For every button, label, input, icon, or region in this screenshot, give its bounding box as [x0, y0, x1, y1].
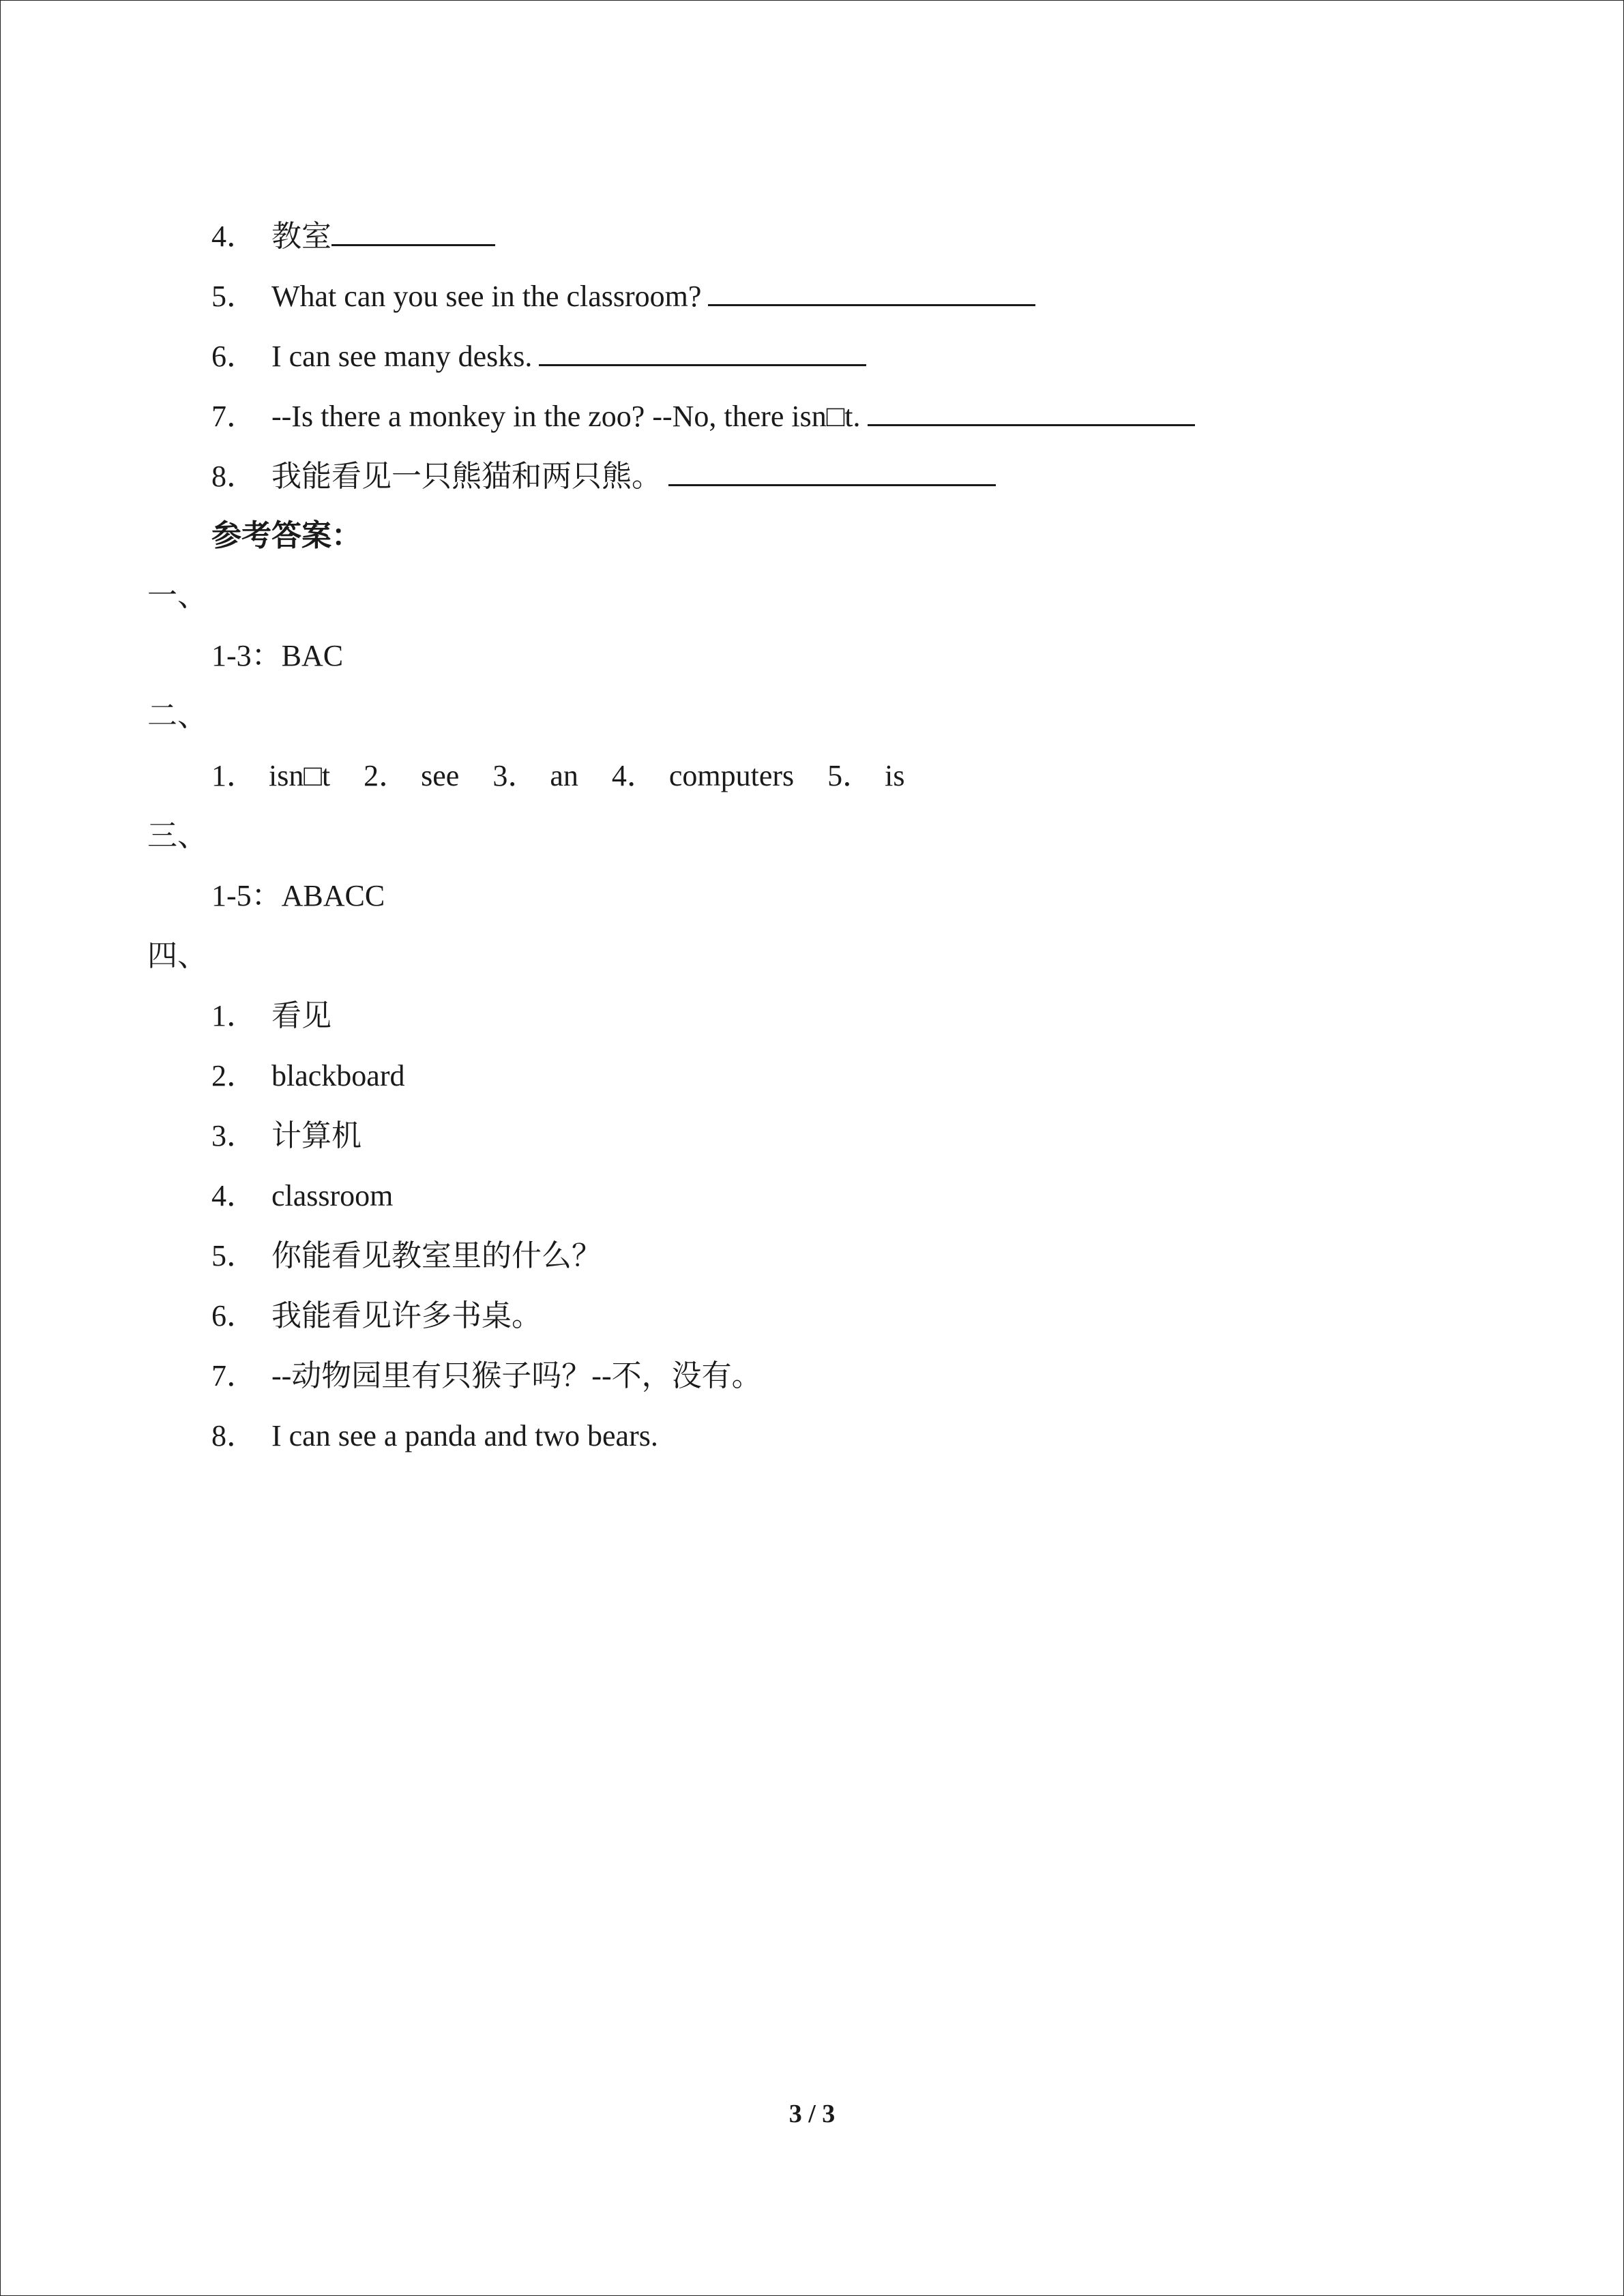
list-item: 1． isn□t: [211, 759, 331, 792]
answer-blank[interactable]: [708, 277, 1035, 306]
section-4-answer-7: 7． --动物园里有只猴子吗？--不，没有。: [211, 1359, 762, 1392]
list-item: 5． is: [827, 759, 905, 792]
section-label-2: 二、: [147, 699, 207, 732]
section-3-answer: 1-5：ABACC: [211, 879, 385, 912]
list-item: 2． see: [364, 759, 460, 792]
section-label-3: 三、: [147, 819, 207, 852]
section-label-1: 一、: [147, 579, 207, 612]
list-item: 4． computers: [611, 759, 795, 792]
section-4-answer-3: 3． 计算机: [211, 1119, 361, 1152]
section-1-answer: 1-3：BAC: [211, 639, 344, 672]
question-5: 5． What can you see in the classroom?: [211, 277, 1035, 316]
question-4: 4． 教室: [211, 217, 495, 256]
section-4-answer-8: 8． I can see a panda and two bears.: [211, 1419, 658, 1452]
section-4-answer-6: 6． 我能看见许多书桌。: [211, 1299, 542, 1332]
answer-blank[interactable]: [868, 397, 1195, 426]
answer-blank[interactable]: [668, 457, 996, 486]
section-4-answer-1: 1． 看见: [211, 999, 331, 1032]
answers-heading: 参考答案：: [211, 519, 361, 552]
question-7: 7． --Is there a monkey in the zoo? --No, there isn□t.: [211, 397, 1195, 436]
section-4-answer-4: 4． classroom: [211, 1179, 394, 1212]
list-item: 3． an: [492, 759, 578, 792]
section-4-answer-5: 5． 你能看见教室里的什么？: [211, 1239, 602, 1272]
section-4-answer-2: 2． blackboard: [211, 1059, 405, 1092]
question-6: 6． I can see many desks.: [211, 337, 866, 376]
section-2-answers: [211, 757, 931, 795]
section-label-4: 四、: [147, 939, 207, 972]
question-8: 8． 我能看见一只熊猫和两只熊。: [211, 457, 996, 496]
answer-blank[interactable]: [539, 337, 866, 366]
page-number: 3 / 3: [788, 2100, 836, 2128]
answer-blank[interactable]: [331, 217, 495, 246]
